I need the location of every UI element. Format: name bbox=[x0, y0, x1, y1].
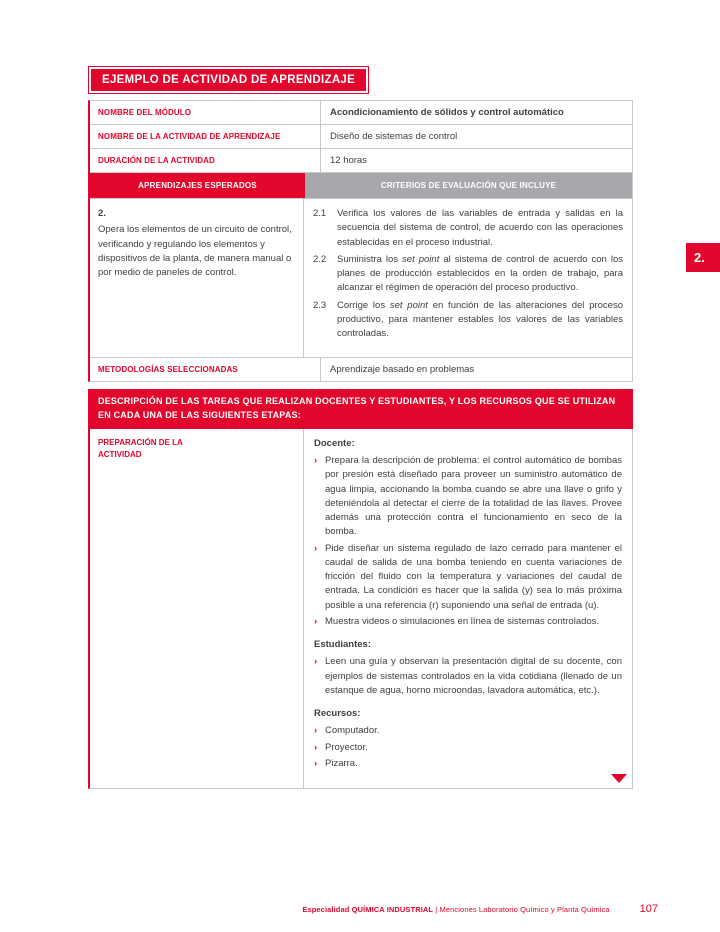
page-number: 107 bbox=[639, 903, 658, 915]
criterion-number: 2.2 bbox=[313, 253, 327, 265]
page-title-text: EJEMPLO DE ACTIVIDAD DE APRENDIZAJE bbox=[91, 69, 366, 91]
docente-group bbox=[314, 437, 622, 629]
docente-heading: Docente: bbox=[314, 437, 355, 449]
list-item bbox=[314, 454, 622, 540]
header-aprendizajes-esperados: APRENDIZAJES ESPERADOS bbox=[90, 173, 305, 198]
activity-table bbox=[88, 100, 633, 382]
criterion-number: 2.3 bbox=[313, 299, 327, 311]
list-item bbox=[314, 741, 622, 755]
expected-learning-text: Opera los elementos de un circuito de control, verificando y regulando los elementos y dispositivos de la planta, de manera manual o por medio de paneles de control. bbox=[98, 224, 292, 278]
footer-text bbox=[302, 905, 609, 914]
table-row bbox=[90, 149, 632, 173]
list-item bbox=[314, 615, 622, 629]
table-header-row bbox=[90, 173, 632, 199]
criterion-number: 2.1 bbox=[313, 208, 327, 219]
list-item bbox=[314, 724, 622, 738]
continuation-arrow-icon bbox=[611, 774, 627, 783]
content-area bbox=[88, 66, 633, 789]
expected-learning-number: 2. bbox=[98, 208, 106, 219]
list-item-text: Prepara la descripción de problema: el control automático de bombas por presión está diseñado para proveer un suministro automático de agua limpia, accionando la bomba cuando se abre una llave o grifo y deteniéndola al detectar el cierre de la totalidad de las llaves. Provee además una protección contra el funcionamiento en seco de la bomba. bbox=[325, 455, 622, 538]
criterion-text-part: en función de las alteraciones del proceso productivo, para mantener estables los valores de las variables controladas. bbox=[337, 299, 623, 339]
estudiantes-group bbox=[314, 638, 622, 698]
row-label-duracion: DURACIÓN DE LA ACTIVIDAD bbox=[90, 149, 321, 172]
list-item-text: Proyector. bbox=[325, 741, 368, 753]
row-label-actividad: NOMBRE DE LA ACTIVIDAD DE APRENDIZAJE bbox=[90, 125, 321, 148]
footer-specialty: Especialidad QUÍMICA INDUSTRIAL bbox=[302, 905, 434, 914]
chevron-bullet-icon: › bbox=[314, 741, 318, 753]
list-item-text: Muestra videos o simulaciones en línea de sistemas controlados. bbox=[325, 615, 600, 627]
list-item-text: Pide diseñar un sistema regulado de lazo cerrado para mantener el caudal de salida de una bomba teniendo en cuenta variaciones de fricción del fluido con la temperatura y variaciones del caudal de entrada. La condición es hacer que la salida (y) sea lo más próxima posible a una referencia (r) suponiendo una señal de entrada (u). bbox=[325, 542, 622, 611]
row-value-modulo: Acondicionamiento de sólidos y control automático bbox=[330, 107, 564, 118]
preparation-content bbox=[304, 429, 632, 788]
row-value-duracion: 12 horas bbox=[330, 155, 367, 166]
criterion-text-part: al sistema de control de acuerdo con los planes de producción establecidos en la orden de trabajo, para alcanzar el régimen de operación del proceso productivo. bbox=[337, 253, 623, 294]
row-label-metodologias: METODOLOGÍAS SELECCIONADAS bbox=[90, 358, 321, 381]
criterion-text-part: Verifica los valores de las variables de entrada y salidas en la secuencia del sistema de control, de acuerdo con las operaciones establecidas en el proceso industrial. bbox=[337, 208, 623, 248]
criterion-text bbox=[337, 207, 623, 250]
criterion-text bbox=[337, 253, 623, 296]
footer-mentions: | Menciones Laboratorio Químico y Planta Química bbox=[433, 905, 610, 914]
description-banner: DESCRIPCIÓN DE LAS TAREAS QUE REALIZAN DOCENTES Y ESTUDIANTES, Y LOS RECURSOS QUE SE UTILIZAN EN CADA UNA DE LAS SIGUIENTES ETAPAS: bbox=[88, 389, 633, 429]
criterion-text-part: Suministra los bbox=[337, 253, 403, 265]
criterion-item bbox=[313, 299, 623, 342]
chevron-bullet-icon: › bbox=[314, 542, 318, 554]
chevron-bullet-icon: › bbox=[314, 725, 318, 737]
preparation-label bbox=[90, 429, 304, 788]
criterion-text-italic: set point bbox=[389, 299, 428, 311]
criteria-cell bbox=[304, 199, 632, 357]
list-item-text: Leen una guía y observan la presentación digital de su docente, con ejemplos de sistemas controlados en la vida cotidiana (llenado de un estanque de agua, horno microondas, lavadora automática, etc.). bbox=[325, 656, 622, 696]
recursos-group bbox=[314, 707, 622, 771]
header-criterios-evaluacion: CRITERIOS DE EVALUACIÓN QUE INCLUYE bbox=[305, 173, 632, 198]
preparation-label-text: PREPARACIÓN DE LA ACTIVIDAD bbox=[98, 437, 183, 460]
table-row bbox=[90, 358, 632, 381]
list-item-text: Pizarra. bbox=[325, 757, 358, 769]
list-item bbox=[314, 542, 622, 613]
row-value-actividad: Diseño de sistemas de control bbox=[330, 131, 458, 142]
expected-learning-cell bbox=[90, 199, 304, 357]
table-row bbox=[90, 125, 632, 149]
table-row bbox=[90, 101, 632, 125]
list-item bbox=[314, 757, 622, 771]
chevron-bullet-icon: › bbox=[314, 615, 318, 627]
chevron-bullet-icon: › bbox=[314, 455, 318, 467]
page-footer bbox=[88, 903, 658, 915]
row-value-metodologias: Aprendizaje basado en problemas bbox=[330, 364, 475, 375]
section-tab bbox=[686, 243, 720, 272]
section-tab-label: 2. bbox=[694, 250, 705, 265]
table-row-learning bbox=[90, 199, 632, 358]
chevron-bullet-icon: › bbox=[314, 656, 318, 668]
list-item-text: Computador. bbox=[325, 725, 380, 737]
criterion-item bbox=[313, 207, 623, 250]
criterion-text-italic: set point bbox=[402, 253, 440, 265]
criterion-text-part: Corrige los bbox=[337, 299, 390, 311]
recursos-heading: Recursos: bbox=[314, 708, 361, 720]
criterion-text bbox=[337, 299, 623, 342]
row-label-modulo: NOMBRE DEL MÓDULO bbox=[90, 101, 321, 124]
criterion-item bbox=[313, 253, 623, 296]
list-item bbox=[314, 655, 622, 698]
page-title bbox=[88, 66, 369, 94]
chevron-bullet-icon: › bbox=[314, 757, 318, 769]
preparation-section bbox=[88, 429, 633, 789]
estudiantes-heading: Estudiantes: bbox=[314, 639, 372, 651]
